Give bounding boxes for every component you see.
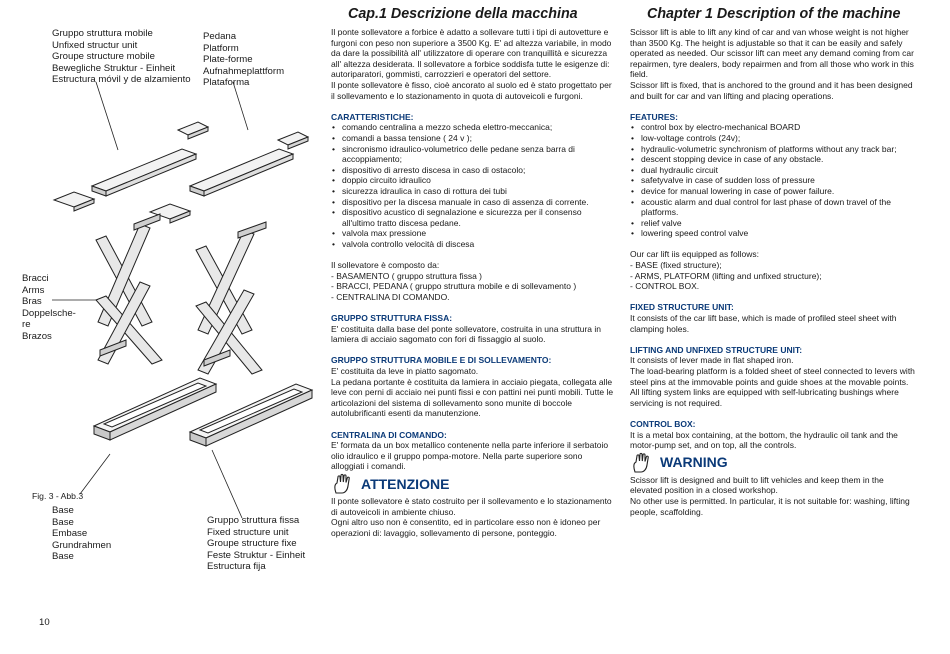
list-item: - BASAMENTO ( gruppo struttura fissa ): [331, 270, 482, 281]
label-line: Unfixed structur unit: [52, 39, 138, 51]
list-item: • sincronismo idraulico-volumetrico delle pedane senza barra di accoppiamento;: [342, 144, 616, 165]
label-line: Groupe structure mobile: [52, 51, 155, 63]
list-item: • dispositivo per la discesa manuale in caso di assenza di corrente.: [342, 197, 616, 208]
list-item: • device for manual lowering in case of power failure.: [641, 186, 917, 197]
list-item: • acoustic alarm and dual control for last phase of down travel of the platforms.: [641, 197, 917, 218]
list-item: • descent stopping device in case of any obstacle.: [641, 154, 917, 165]
label-base: [52, 505, 111, 563]
paragraph: It consists of the car lift base, which is made of profiled steel sheet with clamping holes.: [630, 313, 897, 334]
list-item: • sicurezza idraulica in caso di rottura dei tubi: [342, 186, 616, 197]
paragraph: Ogni altro uso non è consentito, ed in particolare esso non è idoneo per operazioni di: lavaggio, sollevamento di persone, ponteggio.: [331, 517, 601, 538]
paragraph: It is a metal box containing, at the bottom, the hydraulic oil tank and the motor-pump set, and on top, all the controls.: [630, 429, 898, 451]
features-list: [630, 122, 917, 239]
paragraph: E' costituita dalla base del ponte sollevatore, costruita in una struttura in lamiera di acciaio sagomato con fori di fissaggio al suolo.: [331, 323, 601, 345]
label-line: Platform: [203, 42, 239, 54]
label-line: re: [22, 319, 31, 331]
paragraph: All lifting system links are equipped with self-lubricating bushings where servicing is not required.: [630, 387, 899, 408]
label-line: Grundrahmen: [52, 539, 112, 551]
warning-header: [331, 472, 616, 496]
paragraph: The load-bearing platform is a folded sheet of steel connected to levers with steel pins at the immovable points and guide shoes at the movable points.: [630, 366, 915, 387]
label-line: Plataforma: [203, 77, 250, 89]
list-item: • dispositivo di arresto discesa in caso di ostacolo;: [342, 165, 616, 176]
section-heading: LIFTING AND UNFIXED STRUCTURE UNIT:: [630, 344, 803, 355]
label-platform: [203, 31, 284, 89]
paragraph: It consists of lever made in flat shaped iron.: [630, 355, 794, 366]
exploded-view-figure: [0, 0, 325, 654]
label-arms: [22, 273, 76, 343]
label-line: Doppelsche-: [22, 307, 76, 319]
paragraph: Our car lift iis equipped as follows:: [630, 249, 759, 260]
list-item: • safetyvalve in case of sudden loss of pressure: [641, 175, 917, 186]
section-heading: FEATURES:: [630, 111, 679, 122]
italian-column: [331, 27, 616, 538]
figure-caption: Fig. 3 - Abb.3: [32, 491, 84, 501]
paragraph: Scissor lift is able to lift any kind of car and van whose weight is not higher than 3500 Kg. The height is adjustable so that it can be easily and safely operated as needed. Our scissor lift can meet any demand coming from car repairmen, tyre dealers, body repairmen and from all those who work in this field.: [630, 27, 914, 80]
section-heading: GRUPPO STRUTTURA MOBILE E DI SOLLEVAMENTO:: [331, 355, 552, 366]
english-column: [630, 27, 917, 517]
label-line: Aufnahmeplattform: [203, 65, 285, 77]
list-item: • low-voltage controls (24v);: [641, 133, 917, 144]
chapter-title-english: Chapter 1 Description of the machine: [647, 6, 901, 22]
label-line: Brazos: [22, 330, 52, 342]
section-heading: CARATTERISTICHE:: [331, 111, 414, 122]
label-line: Base: [52, 505, 74, 516]
warning-hand-icon: [630, 452, 654, 474]
label-line: Feste Struktur - Einheit: [207, 549, 306, 561]
list-item: • hydraulic-volumetric synchronism of platforms without any track bar;: [641, 144, 917, 155]
paragraph: E' formata da un box metallico contenente nella parte inferiore il serbatoio olio idraulico e il gruppo pompa-motore. Nella parte superiore sono alloggiati i comandi.: [331, 440, 609, 472]
label-line: Pedana: [203, 31, 237, 42]
paragraph: Il sollevatore è composto da:: [331, 260, 440, 271]
label-line: Gruppo struttura fissa: [207, 515, 300, 526]
list-item: • valvola controllo velocità di discesa: [342, 239, 616, 250]
label-line: Groupe structure fixe: [207, 538, 297, 550]
page-number: 10: [39, 617, 50, 628]
list-item: - CONTROL BOX.: [630, 281, 700, 292]
label-line: Gruppo struttura mobile: [52, 28, 153, 39]
list-item: • control box by electro-mechanical BOARD: [641, 122, 917, 133]
features-list: [331, 122, 616, 249]
list-item: - CENTRALINA DI COMANDO.: [331, 291, 450, 302]
warning-title: WARNING: [660, 454, 728, 471]
list-item: - BASE (fixed structure);: [630, 260, 722, 271]
label-line: Estructura fija: [207, 561, 266, 573]
section-heading: FIXED STRUCTURE UNIT:: [630, 302, 734, 313]
list-item: • valvola max pressione: [342, 228, 616, 239]
label-line: Embase: [52, 528, 88, 540]
list-item: • lowering speed control valve: [641, 228, 917, 239]
list-item: - BRACCI, PEDANA ( gruppo struttura mobile e di sollevamento ): [331, 281, 577, 292]
section-heading: GRUPPO STRUTTURA FISSA:: [331, 313, 453, 324]
paragraph: Il ponte sollevatore è stato costruito per il sollevamento e lo stazionamento di autoveicoli in ambiente chiuso.: [331, 495, 612, 517]
warning-title: ATTENZIONE: [361, 475, 450, 492]
warning-header: [630, 451, 917, 475]
paragraph: E' costituita da leve in piatto sagomato.: [331, 366, 479, 376]
label-line: Base: [52, 516, 74, 528]
list-item: • comandi a bassa tensione ( 24 v );: [342, 133, 616, 144]
paragraph: No other use is permitted. In particular, it is not suitable for: washing, lifting people, scaffolding.: [630, 495, 910, 517]
label-line: Bras: [22, 296, 42, 308]
paragraph: Scissor lift is fixed, that is anchored to the ground and it has been designed and built for car and van lifting and placing operations.: [630, 79, 913, 101]
label-fixed-structure: [207, 515, 305, 573]
label-line: Plate-forme: [203, 54, 253, 66]
chapter-title-italian: Cap.1 Descrizione della macchina: [348, 6, 578, 22]
list-item: • doppio circuito idraulico: [342, 175, 616, 186]
label-line: Bracci: [22, 273, 49, 284]
list-item: • dual hydraulic circuit: [641, 165, 917, 176]
label-line: Base: [52, 551, 74, 563]
section-heading: CENTRALINA DI COMANDO:: [331, 429, 447, 440]
label-line: Fixed structure unit: [207, 526, 289, 538]
paragraph: Il ponte sollevatore a forbice è adatto a sollevare tutti i tipi di autovetture e furgoni con peso non superiore a 3500 Kg. E' ad altezza variabile, in modo da dare la possibilità all' utilizzatore di operare con tranquillità e sicurezza all' altezza desiderata. Il sollevatore a forbice soddisfa tutte le esigenze di: autoriparatori, gommisti, carrozzieri e operatori del settore.: [331, 27, 612, 80]
label-line: Arms: [22, 284, 45, 296]
paragraph: Il ponte sollevatore è fisso, cioè ancorato al suolo ed è stato progettato per il sollevamento e lo stazionamento in quota di autoveicoli e furgoni.: [331, 79, 612, 101]
label-unfixed-structure: [52, 28, 191, 86]
paragraph: Scissor lift is designed and built to lift vehicles and keep them in the elevated position in a closed workshop.: [630, 474, 884, 496]
label-line: Estructura móvil y de alzamiento: [52, 74, 191, 86]
section-heading: CONTROL BOX:: [630, 418, 696, 429]
warning-hand-icon: [331, 473, 355, 495]
list-item: • relief valve: [641, 218, 917, 229]
label-line: Bewegliche Struktur - Einheit: [52, 62, 176, 74]
list-item: - ARMS, PLATFORM (lifting and unfixed structure);: [630, 270, 822, 281]
list-item: • dispositivo acustico di segnalazione e sicurezza per il consenso all'ultimo tratto discesa pedane.: [342, 207, 616, 228]
list-item: • comando centralina a mezzo scheda elettro-meccanica;: [342, 122, 616, 133]
paragraph: La pedana portante è costituita da lamiera in acciaio piegata, collegata alle leve con perni di acciaio nei punti fissi e con pattini nei punti mobili. Tutte le articolazioni del sistema di sollevamento sono munite di boccole autolubrificanti esenti da manutenzione.: [331, 376, 614, 419]
